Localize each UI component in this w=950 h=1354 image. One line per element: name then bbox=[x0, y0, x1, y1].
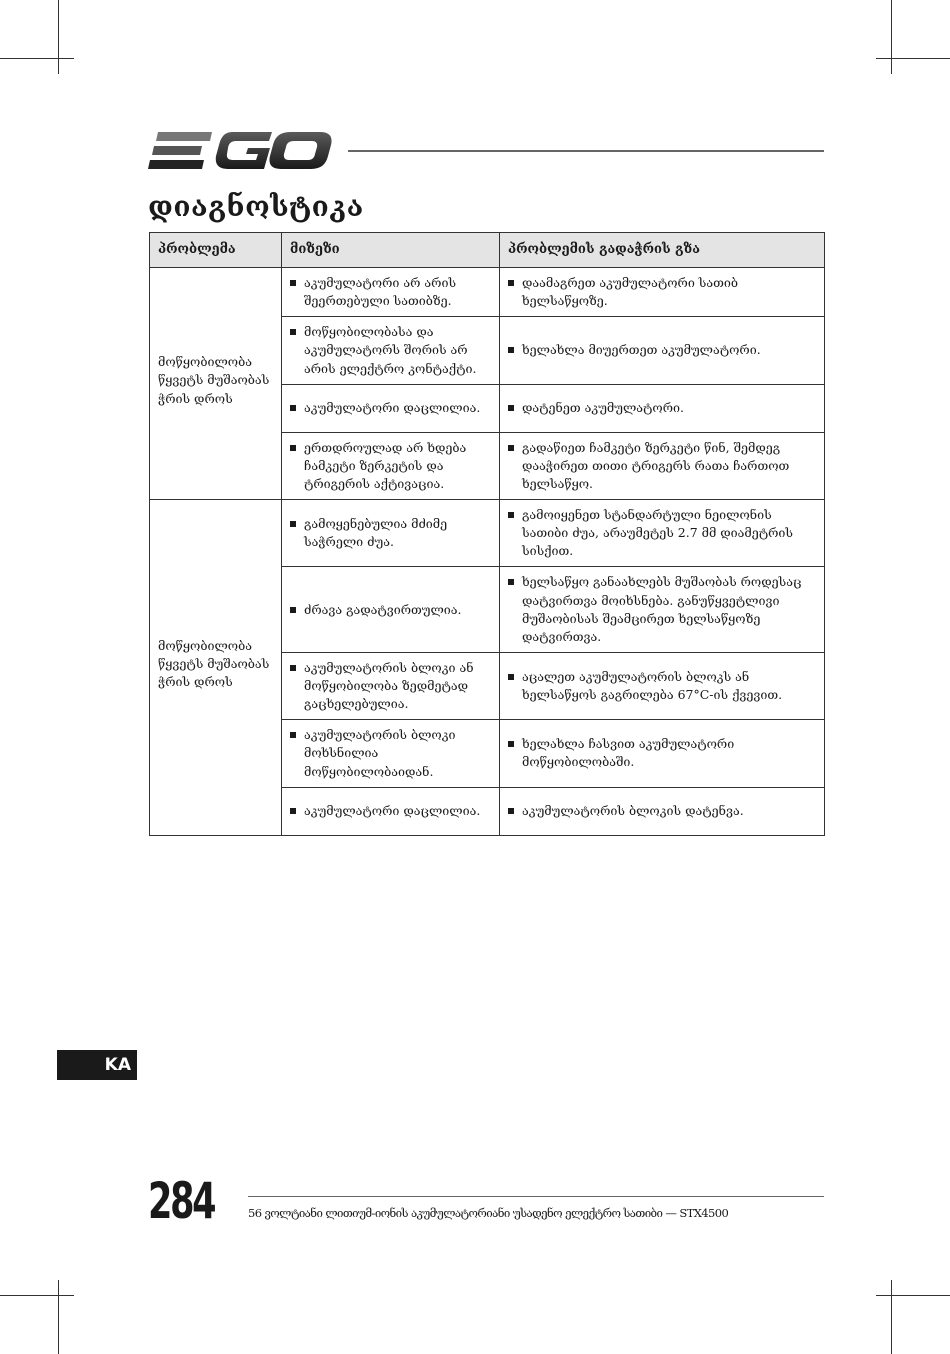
bullet-icon bbox=[508, 347, 514, 353]
crop-mark bbox=[58, 1280, 59, 1354]
footer-text: 56 ვოლტიანი ლითიუმ-იონის აკუმულატორიანი უსადენო ელექტრო სათიბი — STX4500 bbox=[248, 1206, 729, 1220]
cause-cell bbox=[282, 384, 500, 432]
bullet-icon bbox=[508, 741, 514, 747]
footer-rule bbox=[248, 1196, 824, 1197]
cause-cell bbox=[282, 652, 500, 719]
cause-cell bbox=[282, 317, 500, 384]
cause-text: აკუმულატორის ბლოკი მოხსნილია მოწყობილობაიდან. bbox=[304, 727, 456, 779]
cause-text: გამოყენებულია მძიმე საჭრელი ძუა. bbox=[304, 516, 448, 550]
bullet-icon bbox=[290, 445, 296, 451]
cause-text: მოწყობილობასა და აკუმულატორს შორის არ არის ელექტრო კონტაქტი. bbox=[304, 324, 477, 376]
header-cause: მიზეზი bbox=[282, 233, 500, 268]
crop-mark bbox=[0, 58, 74, 59]
page-title: დიაგნოსტიკა bbox=[148, 190, 364, 223]
solution-text: დაამაგრეთ აკუმულატორი სათიბ ხელსაწყოზე. bbox=[522, 275, 739, 309]
cause-cell bbox=[282, 432, 500, 499]
table-header-row bbox=[150, 233, 825, 268]
bullet-icon bbox=[508, 512, 514, 518]
solution-text: აცალეთ აკუმულატორის ბლოკს ან ხელსაწყოს გაგრილება 67°C-ის ქვევით. bbox=[522, 668, 783, 703]
bullet-icon bbox=[290, 329, 296, 335]
bullet-icon bbox=[290, 607, 296, 613]
solution-cell bbox=[500, 720, 825, 787]
bullet-icon bbox=[508, 579, 514, 585]
cause-cell bbox=[282, 500, 500, 567]
crop-mark bbox=[876, 1295, 950, 1296]
cause-text: აკუმულატორი დაცლილია. bbox=[304, 803, 481, 819]
cause-text: აკუმულატორი არ არის შეერთებული სათიბზე. bbox=[304, 275, 457, 309]
solution-cell bbox=[500, 567, 825, 653]
solution-text: ხელახლა ჩასვით აკუმულატორი მოწყობილობაში. bbox=[522, 736, 735, 770]
bullet-icon bbox=[290, 405, 296, 411]
crop-mark bbox=[58, 0, 59, 74]
table-row bbox=[150, 500, 825, 567]
header-solution: პრობლემის გადაჭრის გზა bbox=[500, 233, 825, 268]
bullet-icon bbox=[290, 280, 296, 286]
cause-text: ერთდროულად არ ხდება ჩამკეტი ზერკეტის და ტრიგერის აქტივაცია. bbox=[304, 439, 467, 491]
solution-text: ხელსაწყო განაახლებს მუშაობას როდესაც დატვირთვა მოიხსნება. განუწყვეტლივი მუშაობისას შეამცირეთ ხელსაწყოზე დატვირთვა. bbox=[522, 574, 802, 644]
problem-cell: მოწყობილობა წყვეტს მუშაობას ჭრის დროს bbox=[150, 268, 282, 500]
solution-text: აკუმულატორის ბლოკის დატენვა. bbox=[522, 803, 744, 819]
cause-text: აკუმულატორი დაცლილია. bbox=[304, 400, 481, 416]
bullet-icon bbox=[290, 808, 296, 814]
solution-cell bbox=[500, 317, 825, 384]
bullet-icon bbox=[508, 808, 514, 814]
table-row bbox=[150, 268, 825, 317]
cause-cell bbox=[282, 567, 500, 653]
cause-cell bbox=[282, 720, 500, 787]
bullet-icon bbox=[290, 665, 296, 671]
crop-mark bbox=[891, 1280, 892, 1354]
solution-cell bbox=[500, 432, 825, 499]
header-rule bbox=[348, 150, 824, 152]
solution-cell bbox=[500, 652, 825, 719]
bullet-icon bbox=[508, 674, 514, 680]
solution-text: გადაწიეთ ჩამკეტი ზერკეტი წინ, შემდეგ დააჭირეთ თითი ტრიგერს რათა ჩართოთ ხელსაწყო. bbox=[522, 439, 790, 491]
crop-mark bbox=[876, 58, 950, 59]
bullet-icon bbox=[508, 405, 514, 411]
crop-mark bbox=[0, 1295, 74, 1296]
solution-text: გამოიყენეთ სტანდარტული ნეილონის სათიბი ძუა, არაუმეტეს 2.7 მმ დიამეტრის სისქით. bbox=[522, 507, 793, 559]
diagnostics-table bbox=[149, 232, 825, 836]
solution-cell bbox=[500, 787, 825, 835]
cause-text: აკუმულატორის ბლოკი ან მოწყობილობა ზედმეტად გაცხელებულია. bbox=[304, 659, 474, 712]
cause-cell bbox=[282, 268, 500, 317]
solution-text: დატენეთ აკუმულატორი. bbox=[522, 400, 684, 416]
page-number: 284 bbox=[148, 1172, 215, 1230]
bullet-icon bbox=[508, 280, 514, 286]
solution-cell bbox=[500, 384, 825, 432]
bullet-icon bbox=[290, 521, 296, 527]
crop-mark bbox=[891, 0, 892, 74]
header-problem: პრობლემა bbox=[150, 233, 282, 268]
bullet-icon bbox=[290, 732, 296, 738]
bullet-icon bbox=[508, 445, 514, 451]
problem-cell: მოწყობილობა წყვეტს მუშაობას ჭრის დროს bbox=[150, 500, 282, 836]
solution-cell bbox=[500, 500, 825, 567]
cause-cell bbox=[282, 787, 500, 835]
cause-text: ძრავა გადატვირთულია. bbox=[304, 601, 462, 617]
solution-text: ხელახლა მიუერთეთ აკუმულატორი. bbox=[522, 342, 761, 358]
solution-cell bbox=[500, 268, 825, 317]
language-tab: KA bbox=[57, 1050, 137, 1080]
ego-logo bbox=[148, 128, 333, 174]
